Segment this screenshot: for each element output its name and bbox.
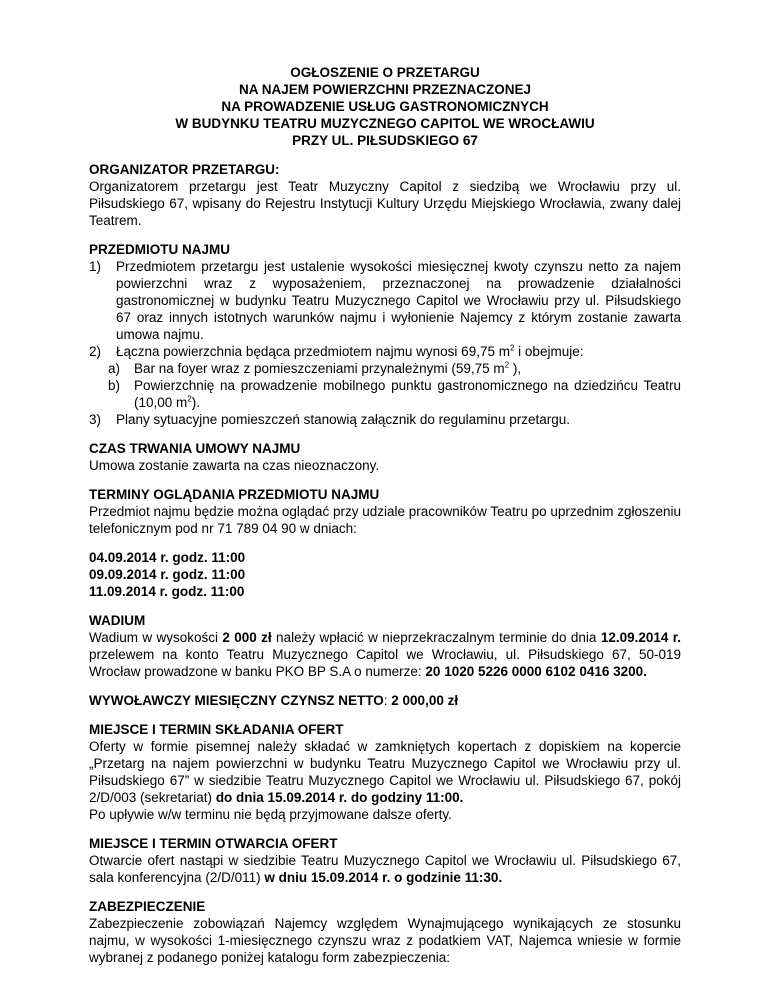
submission-section [89,721,681,823]
bank-account-number: 20 1020 5226 0000 6102 0416 3200. [425,664,647,679]
list-item-text: i obejmuje: [514,344,584,359]
document-title [89,64,681,149]
list-marker: 2) [89,344,102,359]
list-item-text: Plany sytuacyjne pomieszczeń stanowią załącznik do regulaminu przetargu. [116,412,570,427]
duration-section [89,440,681,474]
section-text: Umowa zostanie zawarta na czas nieoznaczony. [89,458,380,473]
opening-datetime: w dniu 15.09.2014 r. o godzinie 11:30. [264,870,503,885]
list-item [89,360,681,377]
section-text [89,629,681,680]
list-marker: b) [108,378,121,393]
list-item [89,377,681,411]
list-item [89,258,681,343]
submission-deadline: do dnia 15.09.2014 r. do godziny 11:00. [215,790,464,805]
title-line: PRZY UL. PIŁSUDSKIEGO 67 [292,133,478,148]
superscript: 2 [504,360,510,370]
submission-text: Oferty w formie pisemnej należy składać w zamkniętych kopertach z dopiskiem na kopercie „Przetarg na najem powierzchni w budynku Teatru Muzycznego Capitol we Wrocławiu przy ul. Piłsudskiego 67” w siedzibie Teatru Muzycznego Capitol we Wrocławiu ul. Piłsudskiego 67, pokój 2/D/003 (sekretariat) [89,739,681,805]
title-line: NA NAJEM POWIERZCHNI PRZEZNACZONEJ [238,82,531,97]
list-item [89,343,681,411]
title-line: NA PROWADZENIE USŁUG GASTRONOMICZNYCH [221,99,549,114]
section-heading: MIEJSCE I TERMIN OTWARCIA OFERT [89,836,338,851]
section-heading: MIEJSCE I TERMIN SKŁADANIA OFERT [89,722,344,737]
viewing-date: 04.09.2014 r. godz. 11:00 [89,550,246,565]
superscript: 2 [187,394,192,404]
title-line: OGŁOSZENIE O PRZETARGU [290,65,480,80]
deposit-section [89,612,681,680]
opening-text: Otwarcie ofert nastąpi w siedzibie Teatru Muzycznego Capitol we Wrocławiu ul. Piłsudskiego 67, sala konferencyjna (2/D/011) [89,853,681,885]
list-item-text: Łączna powierzchnia będąca przedmiotem najmu wynosi 69,75 m [116,344,510,359]
viewing-date: 11.09.2014 r. godz. 11:00 [89,584,245,599]
security-section [89,898,681,966]
section-heading: ZABEZPIECZENIE [89,899,206,914]
list-marker: 1) [89,259,102,274]
section-heading: PRZEDMIOTU NAJMU [89,242,230,257]
organizer-section [89,161,681,229]
subject-section [89,241,681,428]
list-marker: 3) [89,412,102,427]
list-marker: a) [108,361,121,376]
rent-section [89,692,681,709]
viewing-date: 09.09.2014 r. godz. 11:00 [89,567,246,582]
section-text: Organizatorem przetargu jest Teatr Muzyczny Capitol z siedzibą we Wrocławiu przy ul. Piłsudskiego 67, wpisany do Rejestru Instytucji Kultury Urzędu Miejskiego Wrocławia, zwany dalej Teatrem. [89,179,681,228]
rent-separator: : [383,693,392,708]
list-item-text: ). [191,395,200,410]
list-item-text: Przedmiotem przetargu jest ustalenie wysokości miesięcznej kwoty czynszu netto za najem powierzchni wraz z wyposażeniem, przeznaczonej na prowadzenie działalności gastronomicznej w budynku Teatru Muzycznego Capitol we Wrocławiu przy ul. Piłsudskiego 67 oraz innych istotnych warunków najmu i wyłonienie Najemcy z którym zostanie zawarta umowa najmu. [116,259,681,342]
section-heading: ORGANIZATOR PRZETARGU: [89,162,280,177]
section-text: Przedmiot najmu będzie można oglądać przy udziale pracowników Teatru po uprzednim zgłoszeniu telefonicznym pod nr 71 789 04 90 w dniach: [89,504,681,536]
section-text [89,738,681,806]
viewing-dates [89,549,681,600]
section-text [89,852,681,886]
section-text: Zabezpieczenie zobowiązań Najemcy względem Wynajmującego wynikających ze stosunku najmu, w wysokości 1-miesięcznego czynszu wraz z podatkiem VAT, Najemca wniesie w formie wybranej z podanego poniżej katalogu form zabezpieczenia: [89,916,681,965]
viewing-section [89,486,681,537]
section-text: Po upływie w/w terminu nie będą przyjmowane dalsze oferty. [89,807,452,822]
lettered-list [108,360,681,411]
numbered-list [89,258,681,428]
list-item-text: Powierzchnię na prowadzenie mobilnego punktu gastronomicznego na dziedzińcu Teatru (10,00 m [134,378,681,410]
deposit-text: przelewem na konto Teatru Muzycznego Capitol we Wrocławiu, ul. Piłsudskiego 67, 50-019 Wrocław prowadzone w banku PKO BP S.A o numerze: [89,647,681,679]
deposit-amount: 2 000 zł [222,630,272,645]
document-page [89,64,681,978]
deposit-text: należy wpłacić w nieprzekraczalnym terminie do dnia [271,630,601,645]
opening-section [89,835,681,886]
superscript: 2 [509,343,515,353]
deposit-text: Wadium w wysokości [89,630,223,645]
deposit-deadline: 12.09.2014 r. [600,630,682,645]
list-item [89,411,681,428]
title-line: W BUDYNKU TEATRU MUZYCZNEGO CAPITOL WE WROCŁAWIU [175,116,595,131]
list-item-text: Bar na foyer wraz z pomieszczeniami przynależnymi (59,75 m [134,361,505,376]
rent-label: WYWOŁAWCZY MIESIĘCZNY CZYNSZ NETTO [89,693,384,708]
section-heading: WADIUM [89,613,146,628]
rent-value: 2 000,00 zł [391,693,459,708]
section-heading: TERMINY OGLĄDANIA PRZEDMIOTU NAJMU [89,487,380,502]
section-heading: CZAS TRWANIA UMOWY NAJMU [89,441,301,456]
list-item-text: ), [509,361,522,376]
